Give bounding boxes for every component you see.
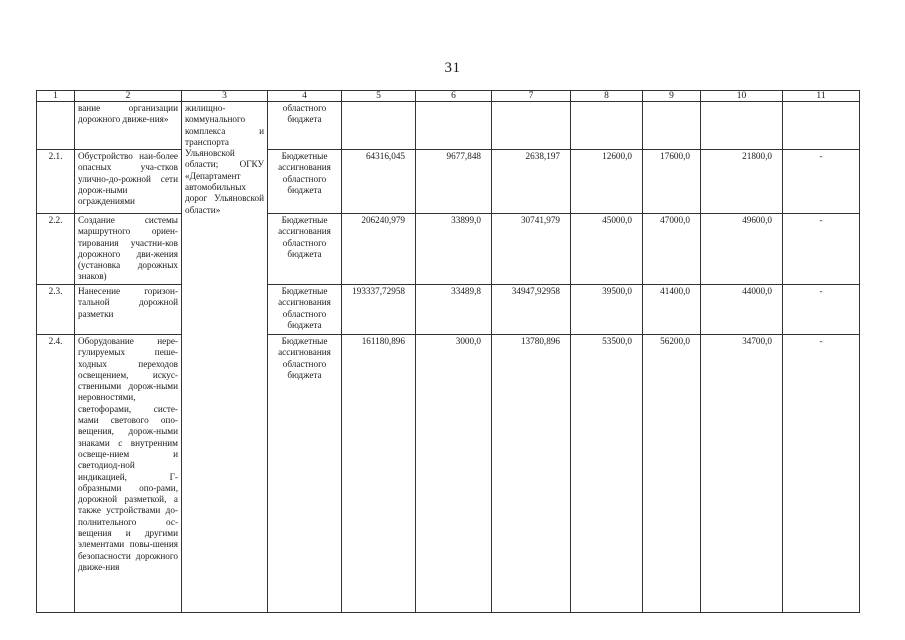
total-cell: 206240,979 — [342, 214, 416, 285]
year4-cell: 41400,0 — [643, 285, 701, 335]
year4-cell: 56200,0 — [643, 335, 701, 613]
year2-cell: 34947,92958 — [492, 285, 571, 335]
year4-cell — [643, 102, 701, 150]
total-cell: 64316,045 — [342, 150, 416, 214]
row-number-cell: 2.3. — [37, 285, 75, 335]
year5-cell — [701, 102, 783, 150]
measure-name-cell: вание организации дорожного движе-ния» — [75, 102, 182, 150]
year3-cell: 45000,0 — [571, 214, 643, 285]
measure-name-cell: Оборудование нере-гулируемых пеше-ходных переходов освещением, искус-ственными дорож-ными неровностями, светофорами, систе-мами светового опо-вещения, дорож-ными знаками с внутренним освеще-нием и светодиод-ной индикацией, Г-образными опо-рами, дорожной разметкой, а также устройствами до-полнительного ос-вещения и другими элементами повы-шения безопасности дорожного движе-ния — [75, 335, 182, 613]
year2-cell: 30741,979 — [492, 214, 571, 285]
table-row — [37, 285, 860, 335]
continuation-row — [37, 102, 860, 150]
column-header: 2 — [75, 91, 182, 102]
year2-cell — [492, 102, 571, 150]
table-row — [37, 214, 860, 285]
year1-cell: 33899,0 — [416, 214, 492, 285]
year1-cell: 3000,0 — [416, 335, 492, 613]
column-header: 5 — [342, 91, 416, 102]
note-cell: - — [783, 285, 860, 335]
column-header: 8 — [571, 91, 643, 102]
year2-cell: 2638,197 — [492, 150, 571, 214]
funding-source-cell: Бюджетные ассигнования областного бюджета — [268, 285, 342, 335]
year4-cell: 17600,0 — [643, 150, 701, 214]
year3-cell: 39500,0 — [571, 285, 643, 335]
total-cell: 161180,896 — [342, 335, 416, 613]
column-header: 3 — [182, 91, 268, 102]
column-number-row — [37, 91, 860, 102]
total-cell — [342, 102, 416, 150]
column-header: 6 — [416, 91, 492, 102]
note-cell: - — [783, 214, 860, 285]
funding-source-cell: Бюджетные ассигнования областного бюджета — [268, 335, 342, 613]
year1-cell: 9677,848 — [416, 150, 492, 214]
budget-table — [36, 90, 860, 613]
column-header: 7 — [492, 91, 571, 102]
column-header: 9 — [643, 91, 701, 102]
measure-name-cell: Создание системы маршрутного ориен-тирования участни-ков дорожного дви-жения (установка дорожных знаков) — [75, 214, 182, 285]
year5-cell: 49600,0 — [701, 214, 783, 285]
funding-source-cell: Бюджетные ассигнования областного бюджета — [268, 150, 342, 214]
row-number-cell: 2.4. — [37, 335, 75, 613]
year4-cell: 47000,0 — [643, 214, 701, 285]
column-header: 1 — [37, 91, 75, 102]
note-cell — [783, 102, 860, 150]
table-row — [37, 150, 860, 214]
year5-cell: 21800,0 — [701, 150, 783, 214]
row-number-cell — [37, 102, 75, 150]
measure-name-cell: Обустройство наи-более опасных уча-стков улично-до-рожной сети дорож-ными ограждениями — [75, 150, 182, 214]
year2-cell: 13780,896 — [492, 335, 571, 613]
funding-source-cell: областного бюджета — [268, 102, 342, 150]
year3-cell: 12600,0 — [571, 150, 643, 214]
year1-cell: 33489,8 — [416, 285, 492, 335]
year1-cell — [416, 102, 492, 150]
funding-source-cell: Бюджетные ассигнования областного бюджета — [268, 214, 342, 285]
executor-cell: жилищно-коммунального комплекса и транспорта Ульяновской области; ОГКУ «Департамент автомобильных дорог Ульяновской области» — [182, 102, 268, 613]
row-number-cell: 2.2. — [37, 214, 75, 285]
note-cell: - — [783, 150, 860, 214]
note-cell: - — [783, 335, 860, 613]
year5-cell: 34700,0 — [701, 335, 783, 613]
year3-cell: 53500,0 — [571, 335, 643, 613]
column-header: 11 — [783, 91, 860, 102]
measure-name-cell: Нанесение горизон-тальной дорожной разметки — [75, 285, 182, 335]
page-number: 31 — [444, 60, 461, 76]
total-cell: 193337,72958 — [342, 285, 416, 335]
year3-cell — [571, 102, 643, 150]
table-row — [37, 335, 860, 613]
column-header: 4 — [268, 91, 342, 102]
column-header: 10 — [701, 91, 783, 102]
year5-cell: 44000,0 — [701, 285, 783, 335]
row-number-cell: 2.1. — [37, 150, 75, 214]
